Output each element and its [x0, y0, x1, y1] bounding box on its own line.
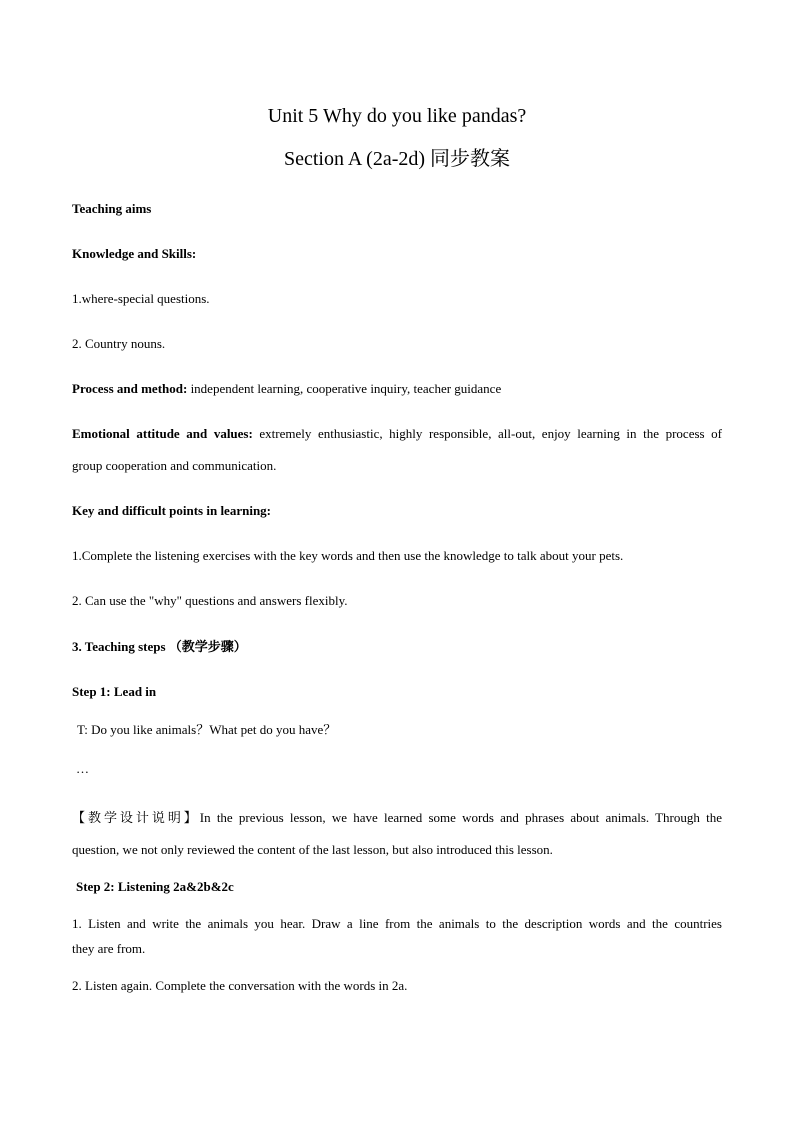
design-note-line2: question, we not only reviewed the content of the last lesson, but also introduced this lesson.: [72, 842, 553, 857]
step2-item1-line2: they are from.: [72, 941, 146, 956]
step1-heading: Step 1: Lead in: [72, 684, 157, 699]
knowledge-skills-heading: Knowledge and Skills:: [72, 246, 197, 261]
emotional-label: Emotional attitude and values:: [72, 426, 253, 441]
teaching-aims-heading: Teaching aims: [72, 201, 152, 216]
emotional-paragraph-line1: [72, 426, 722, 442]
design-note-text: In the previous lesson, we have learned some words and phrases about animals. Through the: [199, 810, 722, 825]
key-points-heading: Key and difficult points in learning:: [72, 503, 271, 518]
process-method-paragraph: [72, 381, 501, 397]
design-note-label: 【教学设计说明】: [72, 810, 200, 825]
knowledge-item: 2. Country nouns.: [72, 336, 166, 351]
step1-dialogue: T: Do you like animals？What pet do you have？: [77, 722, 337, 737]
page-subtitle: Section A (2a-2d) 同步教案: [283, 148, 511, 170]
knowledge-item: 1.where-special questions.: [72, 291, 210, 306]
page-title: Unit 5 Why do you like pandas?: [267, 105, 527, 127]
teaching-steps-heading: 3. Teaching steps （教学步骤）: [72, 639, 247, 654]
process-method-text: independent learning, cooperative inquiry, teacher guidance: [187, 381, 502, 396]
key-point-item: 2. Can use the "why" questions and answers flexibly.: [72, 593, 348, 608]
step2-item1-line1: 1. Listen and write the animals you hear. Draw a line from the animals to the description words and the countries: [72, 916, 722, 931]
emotional-text: extremely enthusiastic, highly responsible, all-out, enjoy learning in the process of: [252, 426, 722, 441]
design-note-line1: [72, 810, 722, 826]
key-point-item: 1.Complete the listening exercises with the key words and then use the knowledge to talk about your pets.: [72, 548, 624, 563]
step1-ellipsis: …: [76, 761, 89, 776]
process-method-label: Process and method:: [72, 381, 188, 396]
emotional-paragraph-line2: group cooperation and communication.: [72, 458, 277, 473]
step2-heading: Step 2: Listening 2a&2b&2c: [76, 879, 234, 894]
step2-item2: 2. Listen again. Complete the conversation with the words in 2a.: [72, 978, 408, 993]
